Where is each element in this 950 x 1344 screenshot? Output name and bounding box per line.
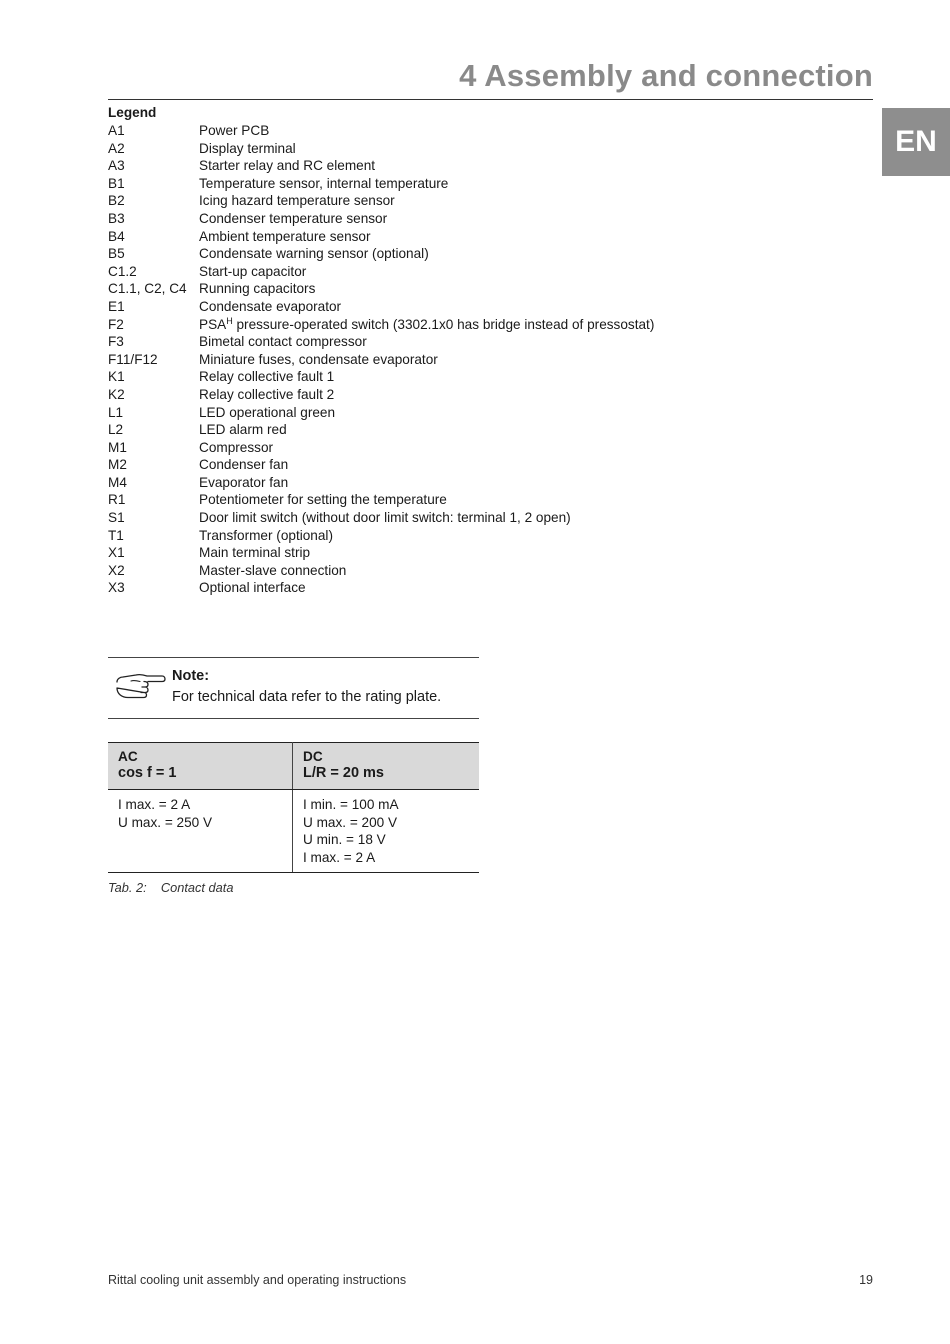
table-cell-dc	[293, 790, 480, 873]
legend-code: A1	[108, 123, 125, 138]
legend-item	[108, 404, 654, 422]
legend-code: S1	[108, 510, 125, 526]
table-header-row	[108, 743, 479, 790]
legend-code: F2	[108, 316, 124, 332]
legend-code: L1	[108, 404, 124, 420]
table-row	[108, 790, 479, 873]
legend-description: Miniature fuses, condensate evaporator	[199, 351, 438, 367]
legend-code: C1.1, C2, C4	[108, 281, 187, 297]
legend-description: Relay collective fault 1	[199, 369, 335, 385]
legend-description: Icing hazard temperature sensor	[199, 193, 395, 209]
legend-code: B1	[108, 175, 125, 191]
legend-code: K1	[108, 369, 125, 385]
legend-description: Condenser fan	[199, 457, 289, 473]
legend-code: A2	[108, 140, 125, 156]
legend-description-prefix: PSA	[199, 316, 227, 332]
legend-item	[108, 122, 654, 140]
legend-item	[108, 175, 654, 193]
legend-item	[108, 439, 654, 457]
legend-item	[108, 280, 654, 298]
legend-code: M1	[108, 439, 127, 455]
legend-code: B2	[108, 193, 125, 209]
cell-line: U min. = 18 V	[303, 832, 386, 848]
note-text: For technical data refer to the rating plate.	[172, 689, 442, 705]
legend-item	[108, 544, 654, 562]
legend-code: F11/F12	[108, 351, 158, 367]
legend-item	[108, 316, 654, 334]
legend-title: Legend	[108, 105, 157, 120]
legend-item	[108, 140, 654, 158]
legend-description	[199, 316, 654, 334]
page-title: 4 Assembly and connection	[459, 58, 873, 93]
language-tab: EN	[882, 108, 950, 176]
legend-item	[108, 263, 654, 281]
legend-item	[108, 157, 654, 175]
legend-code: M2	[108, 457, 127, 473]
column-header-label: AC	[118, 749, 138, 764]
legend-description: Bimetal contact compressor	[199, 334, 367, 350]
legend-description: Door limit switch (without door limit switch: terminal 1, 2 open)	[199, 510, 571, 526]
legend-code: X3	[108, 580, 125, 596]
legend-description: Potentiometer for setting the temperature	[199, 492, 447, 508]
cell-line: I max. = 2 A	[118, 797, 191, 812]
legend-item	[108, 421, 654, 439]
contact-data-table	[108, 742, 479, 873]
legend-description: Ambient temperature sensor	[199, 228, 371, 244]
legend-code: R1	[108, 492, 126, 508]
legend-description: Condensate evaporator	[199, 298, 342, 314]
legend-item	[108, 386, 654, 404]
cell-line: I min. = 100 mA	[303, 797, 399, 812]
legend-description: LED alarm red	[199, 422, 287, 438]
legend-item	[108, 562, 654, 580]
cell-line: U max. = 250 V	[118, 814, 213, 830]
column-header-dc	[293, 743, 480, 790]
legend-item	[108, 245, 654, 263]
legend-code: X2	[108, 562, 125, 578]
legend-list	[108, 122, 654, 597]
legend-item	[108, 579, 654, 597]
legend-item	[108, 298, 654, 316]
legend-description: Transformer (optional)	[199, 527, 333, 543]
column-header-ac	[108, 743, 293, 790]
column-header-sub: cos f = 1	[118, 765, 177, 781]
legend-item	[108, 228, 654, 246]
legend-description: Condenser temperature sensor	[199, 210, 388, 226]
legend-code: B4	[108, 228, 125, 244]
legend-item	[108, 210, 654, 228]
legend-code: C1.2	[108, 263, 137, 279]
legend-description-superscript: H	[226, 315, 233, 326]
legend-item	[108, 491, 654, 509]
cell-line: I max. = 2 A	[303, 849, 376, 865]
legend-code: T1	[108, 527, 124, 543]
pointing-hand-icon	[114, 670, 166, 700]
legend-description: Main terminal strip	[199, 545, 311, 561]
legend-item	[108, 509, 654, 527]
legend-description: Starter relay and RC element	[199, 158, 376, 174]
cell-line: U max. = 200 V	[303, 814, 398, 830]
legend-description: Power PCB	[199, 123, 270, 138]
legend-description-text: pressure-operated switch (3302.1x0 has bridge instead of pressostat)	[232, 316, 655, 332]
legend-description: Condensate warning sensor (optional)	[199, 246, 429, 262]
note-box	[108, 657, 479, 719]
legend-description: Running capacitors	[199, 281, 316, 297]
legend-code: E1	[108, 298, 125, 314]
legend-item	[108, 474, 654, 492]
legend-item	[108, 456, 654, 474]
legend-description: Start-up capacitor	[199, 263, 307, 279]
header-divider	[108, 99, 873, 100]
legend-code: M4	[108, 474, 127, 490]
legend-code: B5	[108, 246, 125, 262]
legend-description: Compressor	[199, 439, 274, 455]
table-cell-ac	[108, 790, 293, 873]
table-caption: Tab. 2: Contact data	[108, 880, 234, 895]
legend-code: F3	[108, 334, 124, 350]
legend-item	[108, 368, 654, 386]
legend-item	[108, 192, 654, 210]
legend-code: B3	[108, 210, 125, 226]
legend-description: LED operational green	[199, 404, 336, 420]
legend-description: Display terminal	[199, 140, 296, 156]
legend-description: Evaporator fan	[199, 474, 289, 490]
column-header-sub: L/R = 20 ms	[303, 765, 384, 781]
legend	[108, 104, 654, 597]
legend-description: Optional interface	[199, 580, 306, 596]
legend-item	[108, 351, 654, 369]
legend-description: Temperature sensor, internal temperature	[199, 175, 449, 191]
legend-code: X1	[108, 545, 125, 561]
legend-description: Relay collective fault 2	[199, 386, 335, 402]
footer-text: Rittal cooling unit assembly and operating instructions	[108, 1273, 407, 1287]
legend-item	[108, 527, 654, 545]
page-number: 19	[859, 1273, 873, 1287]
legend-code: L2	[108, 422, 124, 438]
legend-item	[108, 333, 654, 351]
legend-description: Master-slave connection	[199, 562, 347, 578]
column-header-label: DC	[303, 749, 323, 764]
legend-code: K2	[108, 386, 125, 402]
note-title: Note:	[172, 668, 210, 684]
legend-code: A3	[108, 158, 125, 174]
